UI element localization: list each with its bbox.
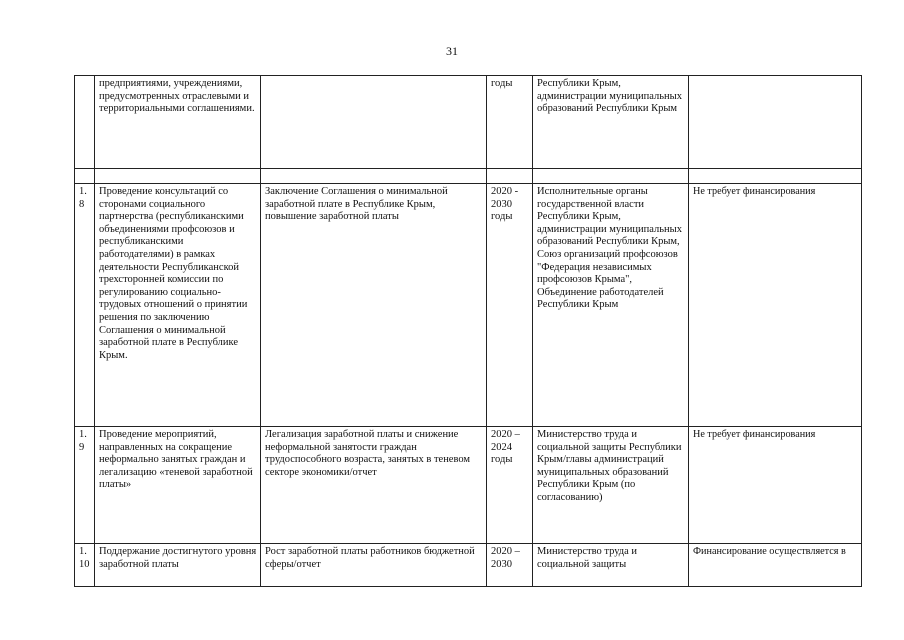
executors-cell: Министерство труда и социальной защиты Республики Крым/главы администраций муниципальных образований Республики Крым (по согласованию) xyxy=(533,427,689,544)
table-row xyxy=(75,76,862,169)
row-number: 1.8 xyxy=(75,184,95,427)
financing-cell xyxy=(689,76,862,169)
activity-cell: Проведение консультаций со сторонами социального партнерства (республиканскими объединениями профсоюзов и республиканскими работодателями) в рамках деятельности Республиканской трехсторонней комиссии по регулированию социально-трудовых отношений о принятии решения по заключению Соглашения о минимальной заработной плате в Республике Крым. xyxy=(95,184,261,427)
executors-cell: Республики Крым, администрации муниципальных образований Республики Крым xyxy=(533,76,689,169)
activity-cell: Поддержание достигнутого уровня заработной платы xyxy=(95,544,261,587)
financing-cell: Не требует финансирования xyxy=(689,184,862,427)
result-cell: Заключение Соглашения о минимальной заработной плате в Республике Крым, повышение заработной платы xyxy=(261,184,487,427)
measures-table xyxy=(74,75,862,587)
term-cell: 2020 - 2030 годы xyxy=(487,184,533,427)
row-number: 1.10 xyxy=(75,544,95,587)
term-cell: 2020 – 2030 xyxy=(487,544,533,587)
table-row xyxy=(75,184,862,427)
result-cell: Рост заработной платы работников бюджетной сферы/отчет xyxy=(261,544,487,587)
page-number: 31 xyxy=(446,44,458,58)
activity-cell: Проведение мероприятий, направленных на сокращение неформально занятых граждан и легализацию «теневой заработной платы» xyxy=(95,427,261,544)
activity-cell: предприятиями, учреждениями, предусмотренных отраслевыми и территориальными соглашениями. xyxy=(95,76,261,169)
result-cell xyxy=(261,76,487,169)
table-row xyxy=(75,544,862,587)
financing-cell: Финансирование осуществляется в xyxy=(689,544,862,587)
result-cell: Легализация заработной платы и снижение неформальной занятости граждан трудоспособного возраста, занятых в теневом секторе экономики/отчет xyxy=(261,427,487,544)
table-row xyxy=(75,427,862,544)
term-cell: годы xyxy=(487,76,533,169)
financing-cell: Не требует финансирования xyxy=(689,427,862,544)
executors-cell: Исполнительные органы государственной власти Республики Крым, администрации муниципальных образований Республики Крым, Союз организаций профсоюзов "Федерация независимых профсоюзов Крыма", Объединение работодателей Республики Крым xyxy=(533,184,689,427)
row-number xyxy=(75,76,95,169)
term-cell: 2020 – 2024 годы xyxy=(487,427,533,544)
executors-cell: Министерство труда и социальной защиты xyxy=(533,544,689,587)
row-number: 1.9 xyxy=(75,427,95,544)
table-gap-row xyxy=(75,169,862,184)
